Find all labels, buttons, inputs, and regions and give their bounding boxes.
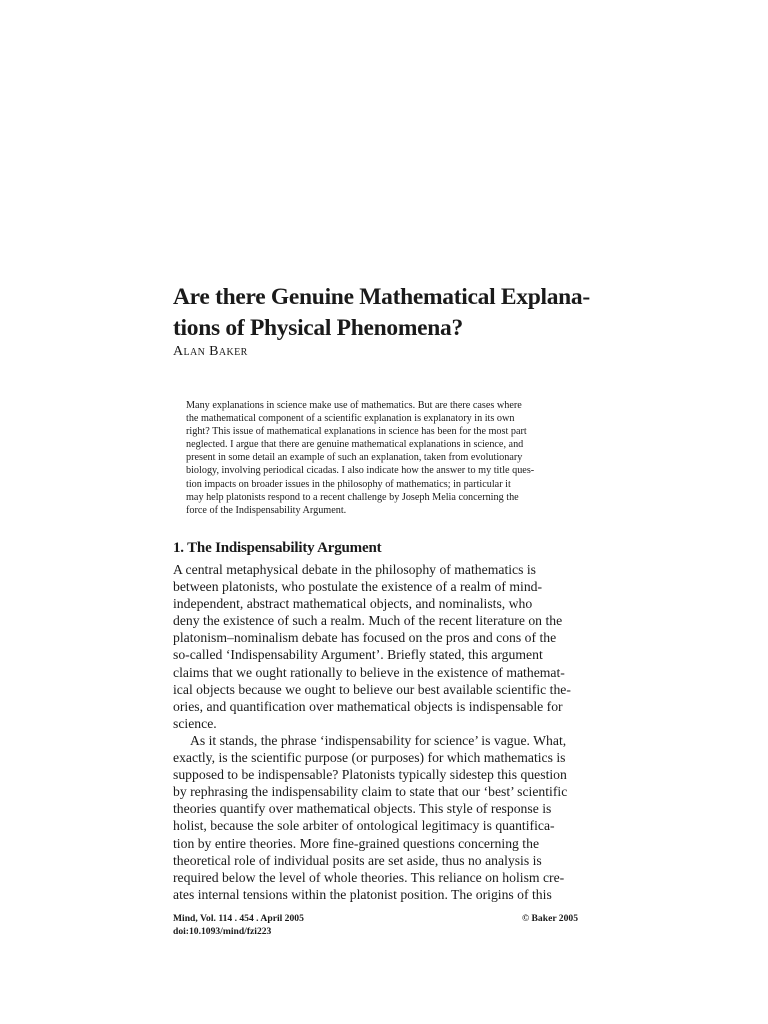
body-line: between platonists, who postulate the existence of a realm of mind- — [173, 579, 543, 595]
abstract-line: Many explanations in science make use of mathematics. But are there cases where — [186, 400, 522, 411]
abstract-line: tion impacts on broader issues in the philosophy of mathematics; in particular it — [186, 478, 511, 490]
body-line: ates internal tensions within the platonist position. The origins of this — [173, 886, 552, 902]
body-line: theories quantify over mathematical objects. This style of response is — [173, 801, 552, 817]
section-heading: 1. The Indispensability Argument — [173, 540, 382, 556]
journal-line: Mind, Vol. 114 . 454 . April 2005 — [173, 913, 304, 924]
body-line: tion by entire theories. More fine-grained questions concerning the — [173, 835, 540, 851]
abstract-line: biology, involving periodical cicadas. I also indicate how the answer to my title ques- — [186, 465, 535, 477]
doi-line: doi:10.1093/mind/fzi223 — [173, 926, 272, 937]
body-line: independent, abstract mathematical objects, and nominalists, who — [173, 596, 533, 612]
body-line: ories, and quantification over mathematical objects is indispensable for — [173, 698, 563, 714]
body-line: so-called ‘Indispensability Argument’. Briefly stated, this argument — [173, 647, 543, 663]
citation-info — [173, 912, 578, 938]
page-footer — [173, 912, 578, 938]
abstract-line: the mathematical component of a scientific explanation is explanatory in its own — [186, 413, 515, 425]
body-line: ical objects because we ought to believe our best available scientific the- — [173, 681, 571, 697]
body-line: supposed to be indispensable? Platonists typically sidestep this question — [173, 767, 567, 783]
body-line: deny the existence of such a realm. Much of the recent literature on the — [173, 613, 563, 629]
body-line: by rephrasing the indispensability claim to state that our ‘best’ scientific — [173, 784, 568, 800]
article-title-line: Are there Genuine Mathematical Explana- — [173, 284, 590, 310]
abstract-line: may help platonists respond to a recent challenge by Joseph Melia concerning the — [186, 491, 519, 503]
body-line: As it stands, the phrase ‘indispensability for science’ is vague. What, — [190, 732, 567, 748]
body-line: holist, because the sole arbiter of ontological legitimacy is quantifica- — [173, 818, 555, 834]
article-title-line: tions of Physical Phenomena? — [173, 314, 463, 341]
article-title — [173, 282, 593, 343]
body-line: science. — [173, 715, 217, 731]
body-line: theoretical role of individual posits are set aside, thus no analysis is — [173, 852, 542, 868]
body-line: platonism–nominalism debate has focused on the pros and cons of the — [173, 630, 557, 646]
body-line: required below the level of whole theories. This reliance on holism cre- — [173, 869, 565, 885]
abstract-line: present in some detail an example of such an explanation, taken from evolutionary — [186, 452, 523, 464]
body-line: A central metaphysical debate in the philosophy of mathematics is — [173, 562, 536, 577]
author-name: Alan Baker — [173, 344, 248, 359]
abstract-line: neglected. I argue that there are genuine mathematical explanations in science, and — [186, 439, 524, 451]
abstract-line: force of the Indispensability Argument. — [186, 504, 347, 516]
body-line: claims that we ought rationally to believe in the existence of mathemat- — [173, 664, 565, 680]
abstract — [186, 399, 581, 517]
abstract-line: right? This issue of mathematical explanations in science has been for the most part — [186, 426, 527, 438]
body-text — [173, 561, 583, 903]
copyright-notice: © Baker 2005 — [521, 913, 578, 924]
body-line: exactly, is the scientific purpose (or purposes) for which mathematics is — [173, 750, 566, 766]
